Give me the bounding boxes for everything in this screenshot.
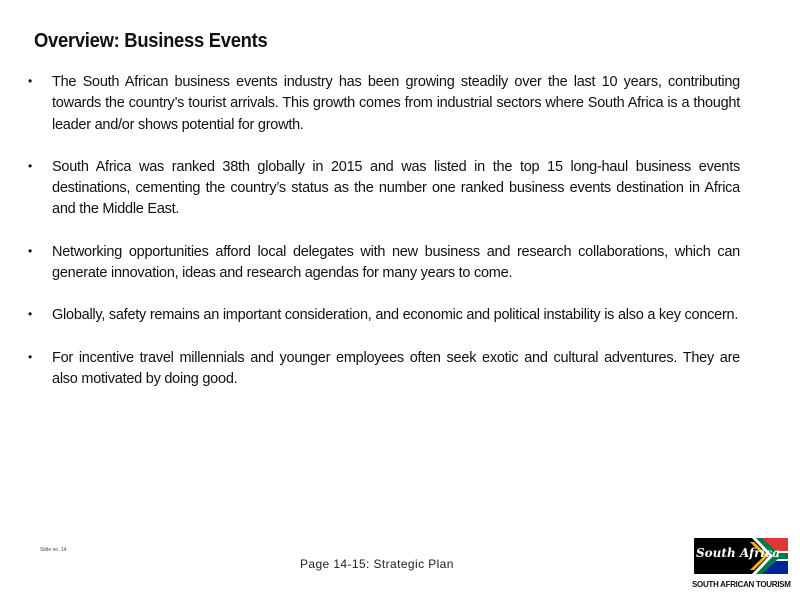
- bullet-icon: •: [28, 349, 32, 364]
- footer-caption: Page 14-15: Strategic Plan: [300, 557, 454, 571]
- bullet-text: Networking opportunities afford local delegates with new business and research collaborations, which can generate innovation, ideas and research agendas for many years to come.: [52, 243, 740, 282]
- list-item: [28, 305, 740, 326]
- bullet-icon: •: [28, 74, 32, 88]
- list-item: [28, 242, 740, 285]
- bullet-icon: •: [28, 158, 32, 173]
- bullet-text: The South African business events industry has been growing steadily over the last 10 years, contributing towards the country’s tourist arrivals. This growth comes from industrial sectors where South Africa is a thought leader and/or shows potential for growth.: [52, 74, 740, 133]
- bullet-list: [28, 72, 740, 411]
- bullet-text: South Africa was ranked 38th globally in 2015 and was listed in the top 15 long-haul business events destinations, cementing the country’s status as the number one ranked business events destination in Africa and the Middle East.: [52, 158, 740, 218]
- list-item: [28, 157, 740, 221]
- logo-caption: SOUTH AFRICAN TOURISM: [692, 580, 791, 589]
- logo-script-text: South Africa: [696, 546, 781, 560]
- list-item: [28, 348, 740, 391]
- slide-number: Slide no. 14: [40, 547, 67, 553]
- south-african-tourism-logo: [692, 536, 790, 592]
- bullet-text: For incentive travel millennials and younger employees often seek exotic and cultural adventures. They are also motivated by doing good.: [52, 349, 740, 387]
- list-item: [28, 72, 740, 136]
- page-title: Overview: Business Events: [34, 30, 268, 52]
- bullet-icon: •: [28, 243, 32, 258]
- bullet-icon: •: [28, 307, 32, 322]
- bullet-text: Globally, safety remains an important consideration, and economic and political instability is also a key concern.: [52, 307, 739, 324]
